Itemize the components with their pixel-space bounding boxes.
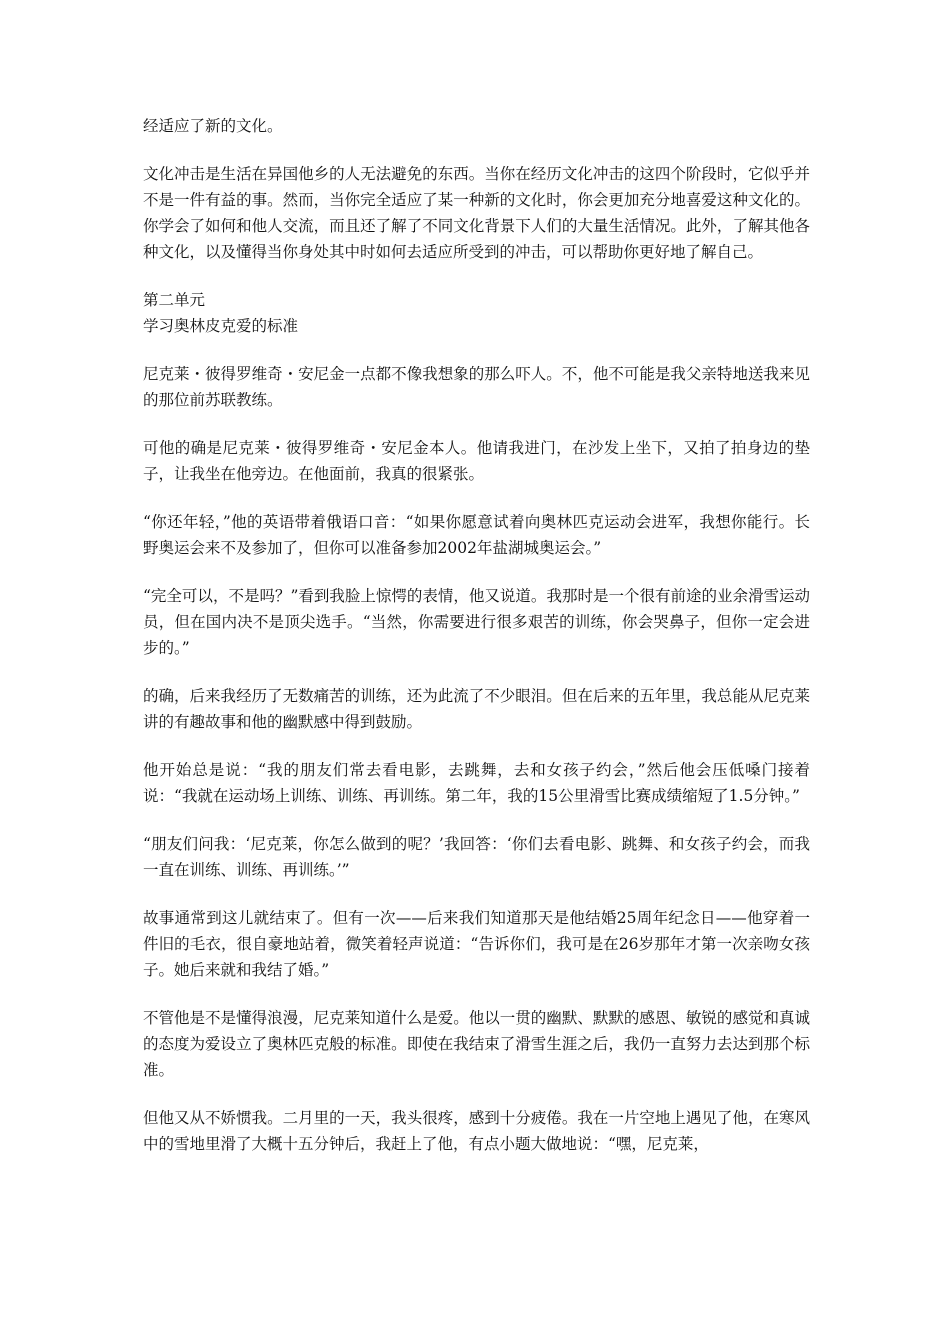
paragraph: 故事通常到这儿就结束了。但有一次——后来我们知道那天是他结婚25周年纪念日——他穿着一件旧的毛衣，很自豪地站着，微笑着轻声说道：“告诉你们，我可是在26岁那年才第一次亲吻女孩子。她后来就和我结了婚。” — [143, 909, 810, 979]
paragraph: 经适应了新的文化。 — [143, 117, 283, 135]
paragraph: 可他的确是尼克莱・彼得罗维奇・安尼金本人。他请我进门，在沙发上坐下，又拍了拍身边的垫子，让我坐在他旁边。在他面前，我真的很紧张。 — [143, 439, 810, 483]
paragraph: “你还年轻，”他的英语带着俄语口音：“如果你愿意试着向奥林匹克运动会进军，我想你能行。长野奥运会来不及参加了，但你可以准备参加2002年盐湖城奥运会。” — [143, 513, 810, 557]
paragraph: 但他又从不娇惯我。二月里的一天，我头很疼，感到十分疲倦。我在一片空地上遇见了他，在寒风中的雪地里滑了大概十五分钟后，我赶上了他，有点小题大做地说：“嘿，尼克莱， — [143, 1109, 810, 1153]
section-heading — [143, 287, 810, 339]
section-title: 学习奥林皮克爱的标准 — [143, 317, 299, 335]
paragraph: 文化冲击是生活在异国他乡的人无法避免的东西。当你在经历文化冲击的这四个阶段时，它似乎并不是一件有益的事。然而，当你完全适应了某一种新的文化时，你会更加充分地喜爱这种文化的。你学会了如何和他人交流，而且还了解了不同文化背景下人们的大量生活情况。此外，了解其他各种文化，以及懂得当你身处其中时如何去适应所受到的冲击，可以帮助你更好地了解自己。 — [143, 165, 810, 261]
paragraph: “完全可以，不是吗？”看到我脸上惊愕的表情，他又说道。我那时是一个很有前途的业余滑雪运动员，但在国内决不是顶尖选手。“当然，你需要进行很多艰苦的训练，你会哭鼻子，但你一定会进步的。” — [143, 587, 810, 657]
paragraph: “朋友们问我：‘尼克莱，你怎么做到的呢？’我回答：‘你们去看电影、跳舞、和女孩子约会，而我一直在训练、训练、再训练。’” — [143, 835, 810, 879]
unit-label: 第二单元 — [143, 291, 206, 309]
paragraph: 尼克莱・彼得罗维奇・安尼金一点都不像我想象的那么吓人。不，他不可能是我父亲特地送我来见的那位前苏联教练。 — [143, 365, 810, 409]
document-page — [143, 113, 810, 1179]
paragraph: 不管他是不是懂得浪漫，尼克莱知道什么是爱。他以一贯的幽默、默默的感恩、敏锐的感觉和真诚的态度为爱设立了奥林匹克般的标准。即使在我结束了滑雪生涯之后，我仍一直努力去达到那个标准。 — [143, 1009, 810, 1079]
paragraph: 他开始总是说：“我的朋友们常去看电影，去跳舞，去和女孩子约会，”然后他会压低嗓门接着说：“我就在运动场上训练、训练、再训练。第二年，我的15公里滑雪比赛成绩缩短了1.5分钟。” — [143, 761, 810, 805]
paragraph: 的确，后来我经历了无数痛苦的训练，还为此流了不少眼泪。但在后来的五年里，我总能从尼克莱讲的有趣故事和他的幽默感中得到鼓励。 — [143, 687, 810, 731]
